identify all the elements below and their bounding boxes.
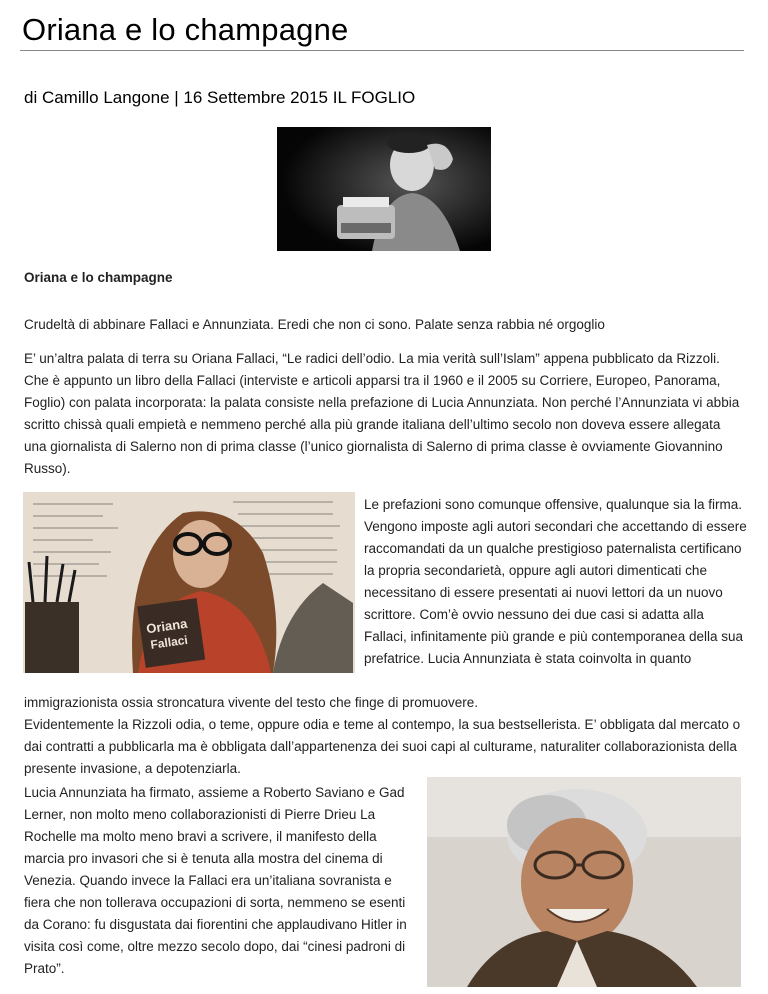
article-byline: di Camillo Langone | 16 Settembre 2015 IL FOGLIO [24,88,416,107]
paragraph-2-tail: immigrazionista ossia stroncatura vivente del testo che finge di promuovere. [24,695,478,710]
paragraph-3: Evidentemente la Rizzoli odia, o teme, oppure odia e teme al contempo, la sua bestsellerista. E’ obbligata dal mercato o dai contratti a pubblicarla ma è obbligata dall’appartenenza dei suoi capi al culturame, naturaliter collaborazionista della presente invasione, a depotenziarla. [24,717,741,776]
paragraph-2-continued [24,692,748,780]
title-divider [20,50,744,51]
svg-text:Oriana: Oriana [145,615,189,637]
article-subtitle: Crudeltà di abbinare Fallaci e Annunziata. Eredi che non ci sono. Palate senza rabbia né orgoglio [24,317,605,332]
paragraph-1: E’ un’altra palata di terra su Oriana Fallaci, “Le radici dell’odio. La mia verità sull’Islam” appena pubblicato da Rizzoli. Che è appunto un libro della Fallaci (interviste e articoli apparsi tra il 1960 e il 2005 su Corriere, Europeo, Panorama, Foglio) con palata incorporata: la palata consiste nella prefazione di Lucia Annunziata. Non perché l’Annunziata vi abbia scritto chissà quali empietà e nemmeno perché alla più grande italiana dell’ultimo secolo non doveva essere allegata una giornalista di Salerno non di prima classe (l’unico giornalista di Salerno di prima classe è ovviamente Giovannino Russo). [24,351,740,476]
paragraph-4: Lucia Annunziata ha firmato, assieme a Roberto Saviano e Gad Lerner, non molto meno collaborazionisti di Pierre Drieu La Rochelle ma molto meno bravi a scrivere, il manifesto della marcia pro invasori che si è tenuta alla mostra del cinema di Venezia. Quando invece la Fallaci era un’italiana sovranista e fiera che non tollerava occupazioni di sorta, nemmeno se esenti da Corano: fu disgustata dai fiorentini che applaudivano Hitler in visita così come, oltre mezzo secolo dopo, dai “cinesi padroni di Prato”. [24,785,407,976]
photo-woman-with-book [23,492,355,673]
article-title: Oriana e lo champagne [22,12,349,47]
svg-text:Fallaci: Fallaci [149,632,189,652]
section-heading: Oriana e lo champagne [24,270,173,285]
photo-smiling-man [427,777,741,987]
photo-man-typewriter [277,127,491,251]
paragraph-2: Le prefazioni sono comunque offensive, qualunque sia la firma. Vengono imposte agli autori secondari che accettando di essere raccomandati da un qualche prestigioso paternalista certificano la propria secondarietà, oppure agli autori dimenticati che necessitano di essere presentati ai nuovi lettori da un nuovo scrittore. Com’è ovvio nessuno dei due casi si adatta alla Fallaci, infinitamente più grande e più contemporanea della sua prefatrice. Lucia Annunziata è stata coinvolta in quanto [364,497,747,666]
